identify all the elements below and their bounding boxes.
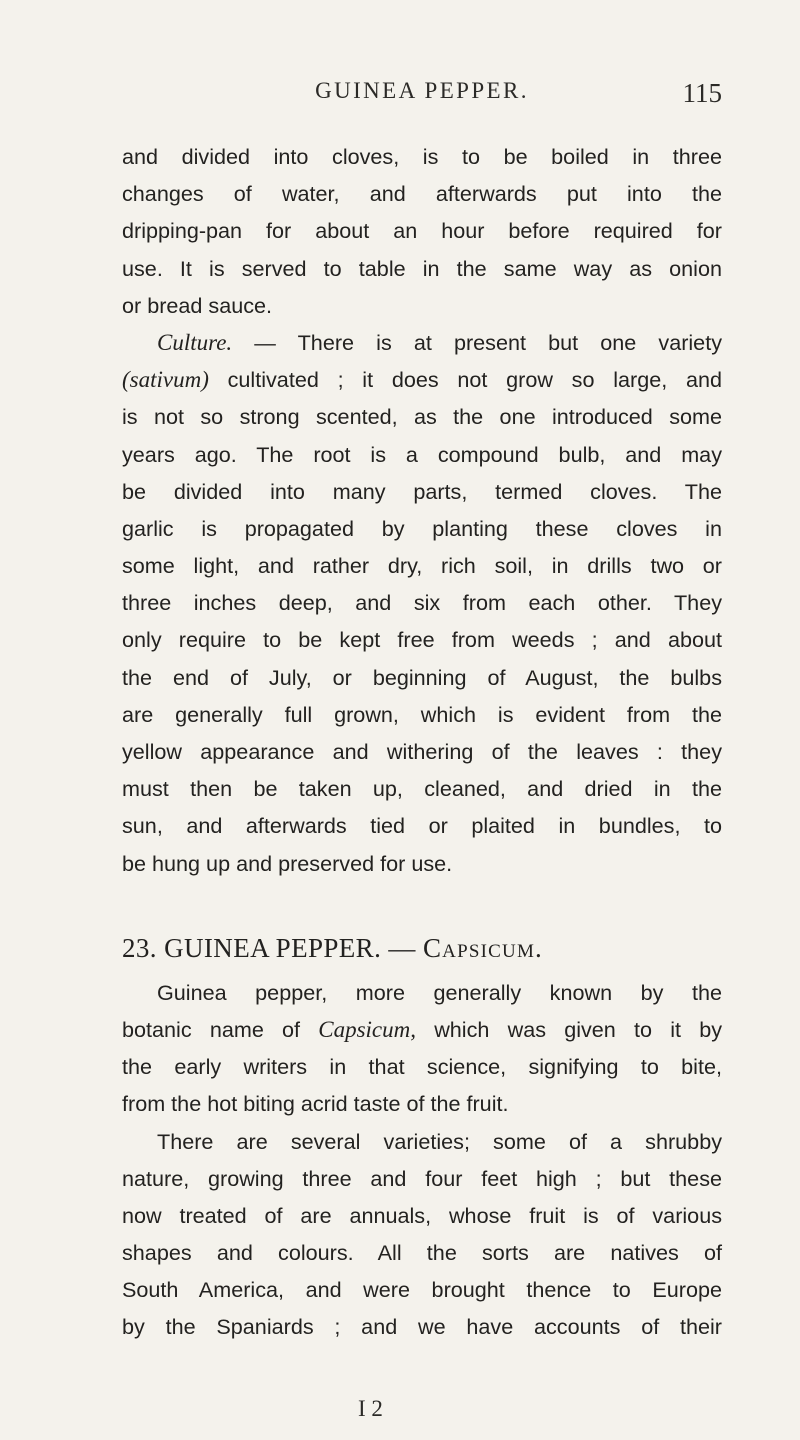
text-line: be hung up and preserved for use. bbox=[122, 850, 453, 876]
section-latin-name: Capsicum. bbox=[422, 932, 543, 963]
capsicum-term: Capsicum, bbox=[318, 1016, 416, 1042]
text-line: only require to be kept free from weeds ; and about bbox=[122, 627, 722, 653]
culture-label: Culture. bbox=[157, 329, 233, 355]
culture-line-first bbox=[122, 324, 722, 361]
text-line: There are several varieties; some of a shrubby bbox=[157, 1128, 722, 1154]
text-line: changes of water, and afterwards put into the bbox=[122, 181, 722, 207]
running-head bbox=[122, 78, 722, 112]
text-line: now treated of are annuals, whose fruit is of various bbox=[122, 1202, 722, 1228]
text-line: and divided into cloves, is to be boiled in three bbox=[122, 144, 722, 169]
text-line: are generally full grown, which is evident from the bbox=[122, 701, 722, 727]
text-line: nature, growing three and four feet high ; but these bbox=[122, 1165, 722, 1191]
culture-line-second bbox=[122, 361, 722, 398]
text-line: is not so strong scented, as the one introduced some bbox=[122, 404, 722, 430]
section-gap bbox=[122, 882, 722, 922]
text-line: dripping-pan for about an hour before required for bbox=[122, 218, 722, 244]
text-line: from the hot biting acrid taste of the fruit. bbox=[122, 1091, 509, 1117]
body-text bbox=[122, 138, 722, 1346]
text-line: Guinea pepper, more generally known by the bbox=[157, 979, 722, 1005]
signature-mark: I 2 bbox=[358, 1396, 383, 1421]
text-line: sun, and afterwards tied or plaited in bundles, to bbox=[122, 813, 722, 839]
text-line: yellow appearance and withering of the leaves : they bbox=[122, 739, 722, 764]
text-line: some light, and rather dry, rich soil, in drills two or bbox=[122, 553, 722, 579]
culture-line-rest: cultivated ; it does not grow so large, and bbox=[208, 367, 722, 393]
text-line: by the Spaniards ; and we have accounts of their bbox=[122, 1314, 722, 1340]
section-number: 23. bbox=[122, 932, 157, 963]
species-name: (sativum) bbox=[122, 367, 209, 393]
text-line: three inches deep, and six from each other. They bbox=[122, 590, 722, 616]
text-line: the early writers in that science, signifying to bite, bbox=[122, 1054, 722, 1080]
text-line: must then be taken up, cleaned, and dried in the bbox=[122, 776, 722, 802]
text-line: use. It is served to table in the same way as onion bbox=[122, 255, 722, 281]
text-fragment: which was given to it by bbox=[416, 1016, 723, 1042]
text-line: shapes and colours. All the sorts are natives of bbox=[122, 1240, 722, 1266]
page-number: 115 bbox=[682, 78, 722, 108]
section-title: GUINEA PEPPER. bbox=[164, 932, 382, 963]
text-line: the end of July, or beginning of August, the bulbs bbox=[122, 664, 722, 690]
text-line: years ago. The root is a compound bulb, and may bbox=[122, 441, 722, 467]
text-fragment: botanic name of bbox=[122, 1016, 319, 1042]
text-line: South America, and were brought thence to Europe bbox=[122, 1277, 722, 1303]
text-line: or bread sauce. bbox=[122, 292, 273, 318]
section-heading bbox=[122, 922, 722, 974]
section-separator: — bbox=[381, 932, 423, 963]
culture-dash-text: — There is at present but one variety bbox=[232, 329, 722, 355]
capsicum-line bbox=[122, 1011, 722, 1048]
text-line: be divided into many parts, termed cloves. The bbox=[122, 478, 722, 504]
running-title: GUINEA PEPPER. bbox=[315, 78, 529, 103]
text-line: garlic is propagated by planting these cloves in bbox=[122, 515, 722, 541]
